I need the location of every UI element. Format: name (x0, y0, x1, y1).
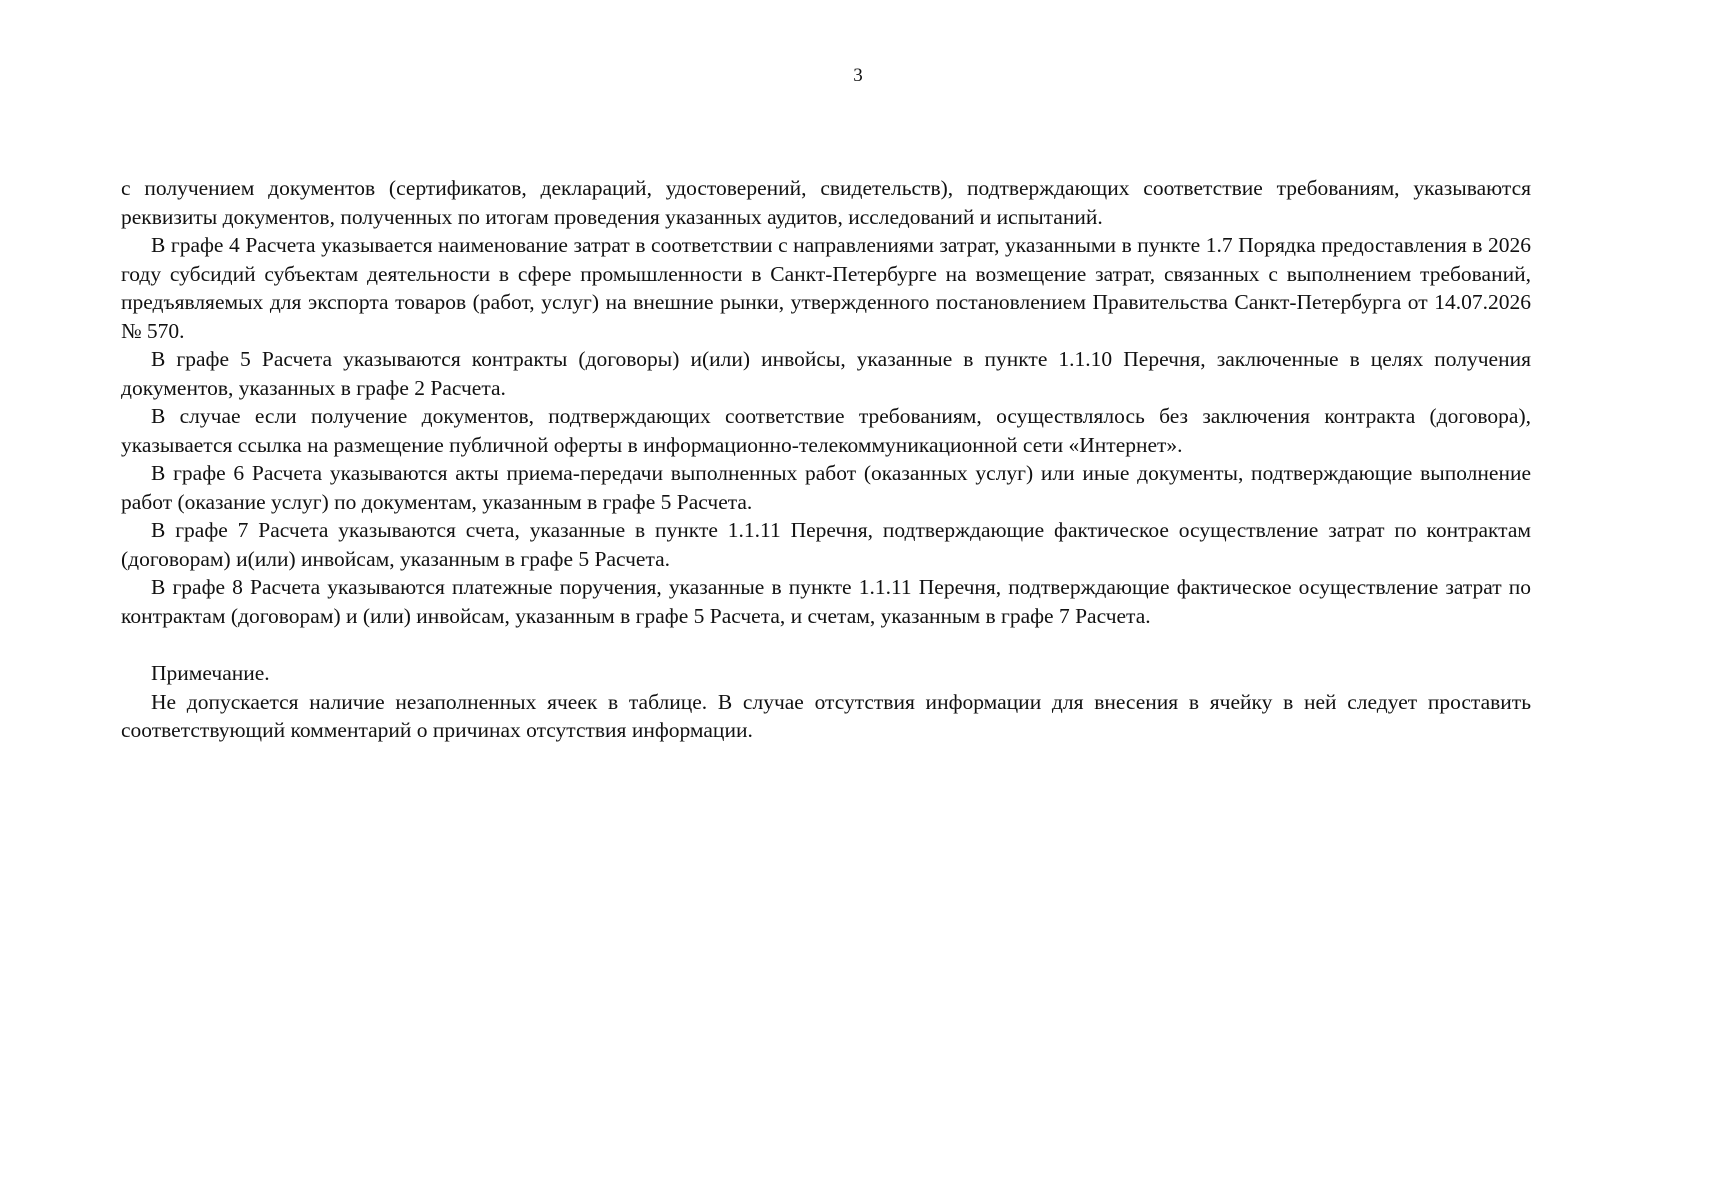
paragraph-column-6: В графе 6 Расчета указываются акты приема-передачи выполненных работ (оказанных услуг) или иные документы, подтверждающие выполнение работ (оказание услуг) по документам, указанным в графе 5 Расчета. (121, 461, 1531, 514)
paragraph-public-offer: В случае если получение документов, подтверждающих соответствие требованиям, осуществлялось без заключения контракта (договора), указывается ссылка на размещение публичной оферты в информационно-телекоммуникационной сети «Интернет». (121, 404, 1531, 457)
paragraph-column-8: В графе 8 Расчета указываются платежные поручения, указанные в пункте 1.1.11 Перечня, подтверждающие фактическое осуществление затрат по контрактам (договорам) и (или) инвойсам, указанным в графе 5 Расчета, и счетам, указанным в графе 7 Расчета. (121, 575, 1531, 628)
paragraph-continuation: с получением документов (сертификатов, деклараций, удостоверений, свидетельств), подтверждающих соответствие требованиям, указываются реквизиты документов, полученных по итогам проведения указанных аудитов, исследований и испытаний. (121, 176, 1531, 229)
note-text: Не допускается наличие незаполненных ячеек в таблице. В случае отсутствия информации для внесения в ячейку в ней следует проставить соответствующий комментарий о причинах отсутствия информации. (121, 689, 1531, 742)
paragraph-column-4: В графе 4 Расчета указывается наименование затрат в соответствии с направлениями затрат, указанными в пункте 1.7 Порядка предоставления в 2026 году субсидий субъектам деятельности в сфере промышленности в Санкт-Петербурге на возмещение затрат, связанных с выполнением требований, предъявляемых для экспорта товаров (работ, услуг) на внешние рынки, утвержденного постановлением Правительства Санкт-Петербурга от 14.07.2026 № 570. (121, 233, 1531, 343)
document-body (121, 174, 1531, 745)
paragraph-column-7: В графе 7 Расчета указываются счета, указанные в пункте 1.1.11 Перечня, подтверждающие фактическое осуществление затрат по контрактам (договорам) и(или) инвойсам, указанным в графе 5 Расчета. (121, 518, 1531, 571)
page-number: 3 (853, 65, 863, 86)
note-title: Примечание. (151, 661, 270, 685)
paragraph-column-5: В графе 5 Расчета указываются контракты (договоры) и(или) инвойсы, указанные в пункте 1.1.10 Перечня, заключенные в целях получения документов, указанных в графе 2 Расчета. (121, 347, 1531, 400)
